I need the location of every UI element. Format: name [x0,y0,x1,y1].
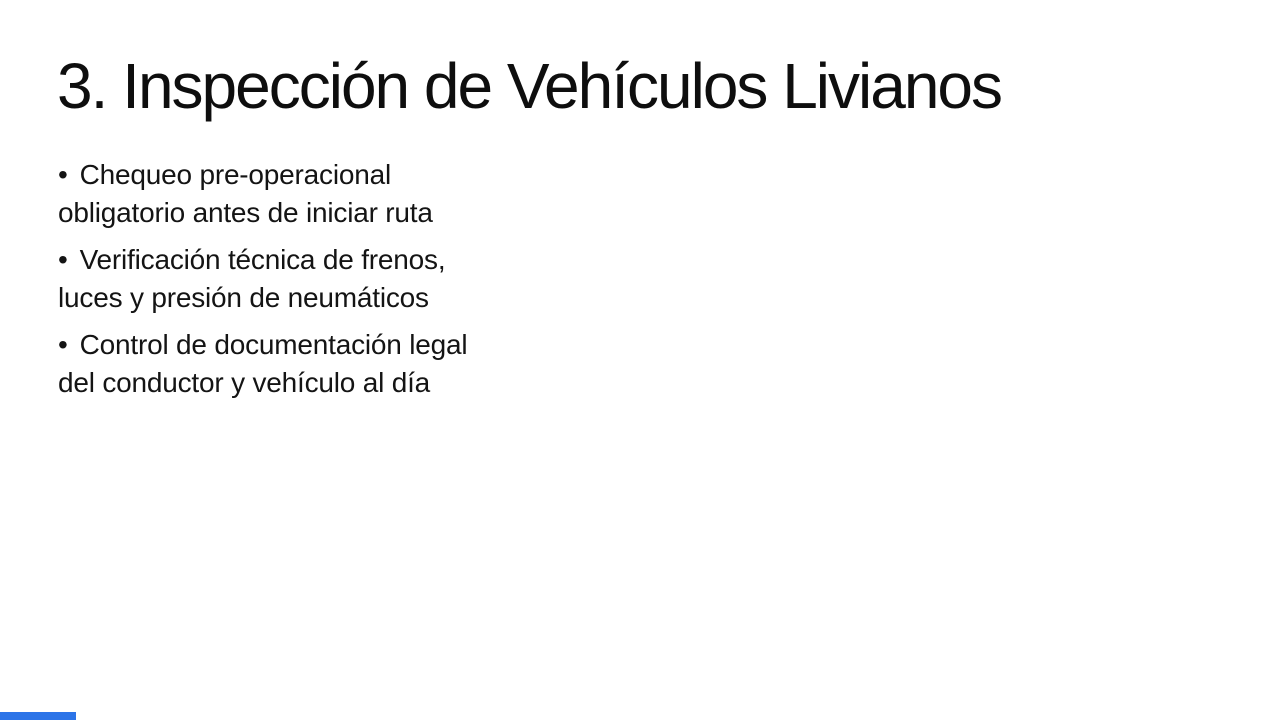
bullet-text: luces y presión de neumáticos [58,282,429,313]
bullet-line [58,156,658,194]
bullet-text: obligatorio antes de iniciar ruta [58,197,433,228]
slide-title: 3. Inspección de Vehículos Livianos [57,50,1001,122]
bullet-line [58,326,658,364]
bullet-line [58,241,658,279]
bullet-text: Control de documentación legal [79,329,468,360]
bullet-text: Verificación técnica de frenos, [79,244,446,275]
bullet-list [58,156,658,411]
bullet-item [58,326,658,402]
bullet-text: del conductor y vehículo al día [58,367,431,398]
accent-bar [0,712,76,720]
bullet-text: Chequeo pre-operacional [79,159,392,190]
bullet-marker: • [58,329,68,360]
bullet-marker: • [58,159,68,190]
bullet-item [58,241,658,317]
bullet-item [58,156,658,232]
bullet-marker: • [58,244,68,275]
